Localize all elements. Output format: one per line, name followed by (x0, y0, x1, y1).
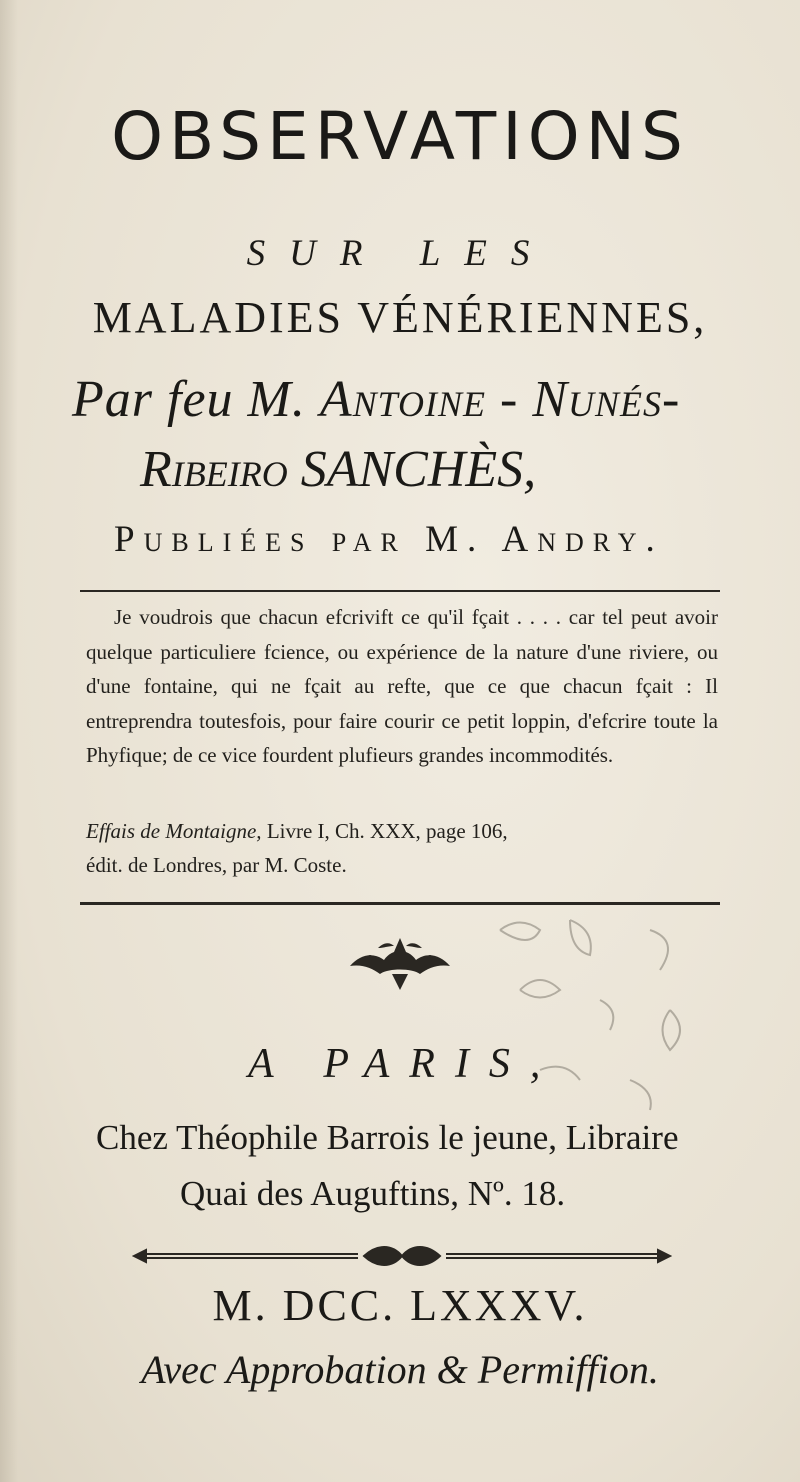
top-rule (80, 590, 720, 592)
imprint-address: Quai des Auguftins, Nº. 18. (180, 1174, 566, 1213)
author-dash: - (499, 371, 519, 428)
author-surname-main: SANCHÈS, (300, 441, 537, 498)
bleed-through-marks (480, 900, 780, 1130)
book-subject: MALADIES VÉNÉRIENNES, (92, 293, 708, 342)
author-line-1 (72, 370, 680, 429)
editor-line (114, 518, 664, 561)
imprint-place: A PARIS, (248, 1041, 561, 1087)
imprint-year: M. DCC. LXXXV. (212, 1281, 588, 1330)
author-given-name: Antoine (319, 371, 486, 428)
author-surname-part2: Ribeiro (140, 441, 288, 498)
author-line-2 (140, 440, 536, 499)
published-by: Publiées par (114, 519, 407, 560)
editor-name: M. Andry. (425, 519, 664, 560)
printer-ornament-icon (340, 918, 460, 998)
imprint-approbation: Avec Approbation & Permiffion. (141, 1347, 659, 1392)
epigraph-text: Je voudrois que chacun efcrivift ce qu'il fçait . . . . car tel peut avoir quelque particuliere fcience, ou expérience de la nature d'une riviere, ou d'une fontaine, qui ne fçait au refte, que ce que chacun fçait : Il entreprendra toutesfois, pour faire courir ce petit loppin, d'efcrire toute la Phyfique; de ce vice fourdent plufieurs grandes incommodités. (86, 605, 718, 767)
author-by: Par feu M. (72, 371, 306, 428)
author-surname-part1: Nunés- (532, 371, 681, 428)
epigraph-ref: Livre I, Ch. XXX, page 106, (266, 819, 508, 843)
epigraph-work: Effais de Montaigne, (86, 819, 262, 843)
decorative-divider-icon (132, 1244, 672, 1268)
imprint-printer: Chez Théophile Barrois le jeune, Libraire (96, 1118, 679, 1157)
epigraph-edition: édit. de Londres, par M. Coste. (86, 853, 347, 877)
epigraph-source (86, 814, 726, 882)
book-title: OBSERVATIONS (111, 98, 689, 175)
book-subtitle: SUR LES (246, 233, 554, 274)
